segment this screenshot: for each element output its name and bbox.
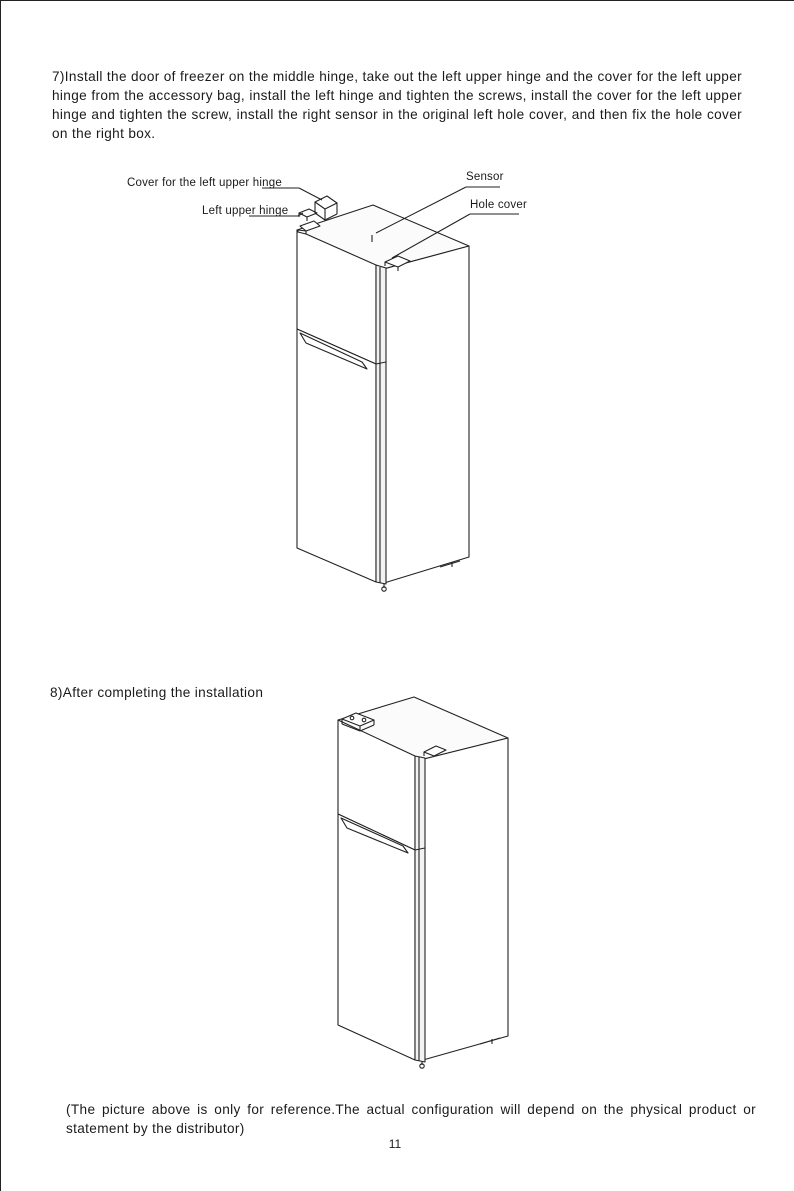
step-7-instructions: 7)Install the door of freezer on the middle hinge, take out the left upper hinge and the cover for the left upper hinge from the accessory bag, install the left hinge and tighten the screws, install the cover for the left upper hinge and tighten the screw, install the right sensor in the original left hole cover, and then fix the hole cover on the right box. xyxy=(52,69,742,141)
label-sensor: Sensor xyxy=(466,171,504,183)
step-8-heading: 8)After completing the installation xyxy=(50,685,264,700)
label-left-upper-hinge: Left upper hinge xyxy=(202,205,289,217)
label-cover-left-upper-hinge: Cover for the left upper hinge xyxy=(127,177,282,189)
reference-note: (The picture above is only for reference.The actual configuration will depend on the physical product or statement by the distributor) xyxy=(66,1102,756,1136)
page-number: 11 xyxy=(388,1137,402,1151)
label-hole-cover: Hole cover xyxy=(470,199,527,211)
